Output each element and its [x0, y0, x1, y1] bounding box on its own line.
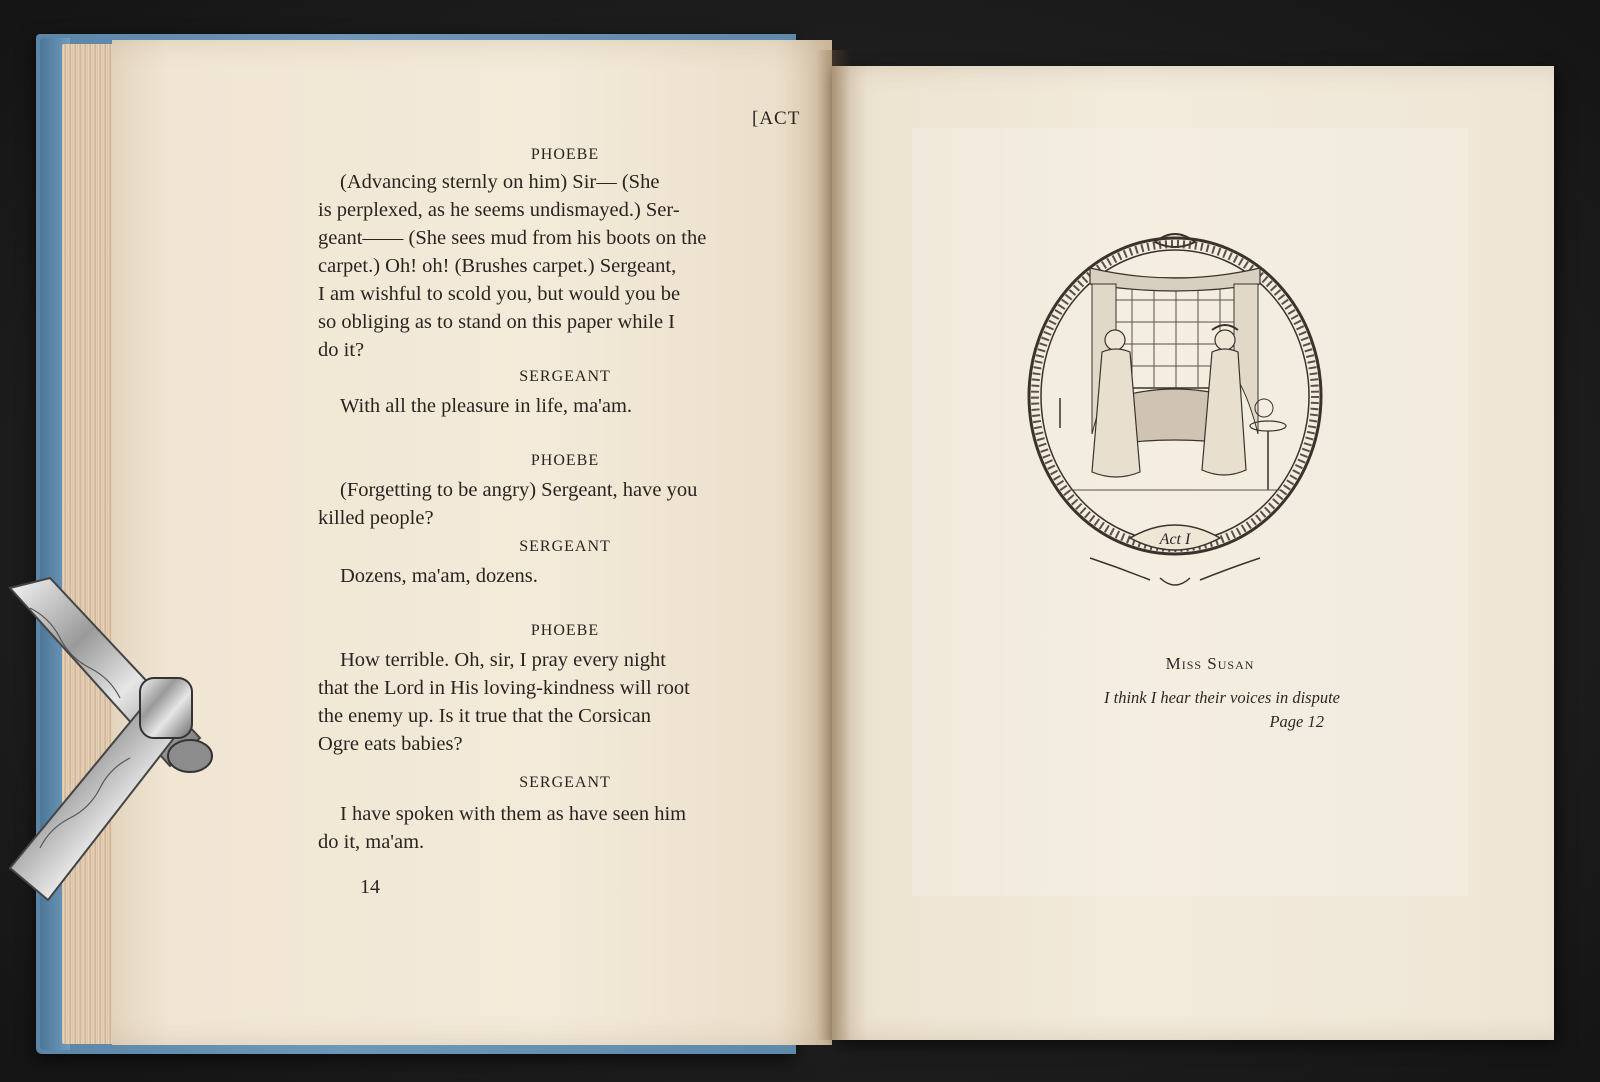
- speaker-label: PHOEBE: [530, 622, 600, 639]
- silver-clip-object: [0, 568, 240, 908]
- dialogue-line: carpet.) Oh! oh! (Brushes carpet.) Sergeant,: [318, 255, 677, 277]
- dialogue-line: is perplexed, as he seems undismayed.) Ser-: [318, 199, 680, 221]
- dialogue-line: (Advancing sternly on him) Sir— (She: [340, 171, 660, 193]
- dialogue-line: Dozens, ma'am, dozens.: [340, 565, 538, 587]
- oval-illustration: [1020, 228, 1330, 598]
- speaker-label: SERGEANT: [519, 538, 611, 555]
- dialogue-line: I am wishful to scold you, but would you be: [318, 283, 681, 305]
- dialogue-line: With all the pleasure in life, ma'am.: [340, 395, 633, 417]
- dialogue-block: [318, 476, 788, 532]
- illustration-caption-page: Page 12: [1269, 712, 1324, 731]
- illustration-monogram: Act I: [1159, 531, 1191, 548]
- speaker-label: PHOEBE: [530, 452, 600, 469]
- dialogue-line: do it, ma'am.: [318, 831, 425, 853]
- dialogue-line: the enemy up. Is it true that the Corsican: [318, 705, 652, 727]
- page-number: 14: [360, 876, 380, 898]
- dialogue-block: [318, 392, 788, 420]
- speaker-label: SERGEANT: [519, 774, 611, 791]
- dialogue-line: do it?: [318, 339, 365, 361]
- dialogue-line: I have spoken with them as have seen him: [340, 803, 687, 825]
- dialogue-line: that the Lord in His loving-kindness will root: [318, 677, 690, 699]
- speaker-label: PHOEBE: [530, 146, 600, 163]
- dialogue-block: [318, 646, 788, 758]
- book-gutter: [816, 50, 850, 1040]
- dialogue-line: geant—— (She sees mud from his boots on the: [318, 227, 707, 249]
- dialogue-line: (Forgetting to be angry) Sergeant, have you: [340, 479, 698, 501]
- dialogue-block: [318, 168, 788, 364]
- illustration-caption-quote: I think I hear their voices in dispute: [1104, 688, 1340, 707]
- dialogue-line: killed people?: [318, 507, 434, 529]
- dialogue-line: so obliging as to stand on this paper while I: [318, 311, 675, 333]
- speaker-label: SERGEANT: [519, 368, 611, 385]
- dialogue-line: How terrible. Oh, sir, I pray every night: [340, 649, 666, 671]
- dialogue-block: [318, 800, 788, 856]
- dialogue-line: Ogre eats babies?: [318, 733, 463, 755]
- running-head: [ACT: [752, 108, 801, 129]
- dialogue-block: [318, 562, 788, 590]
- illustration-caption-name: Miss Susan: [1165, 654, 1255, 673]
